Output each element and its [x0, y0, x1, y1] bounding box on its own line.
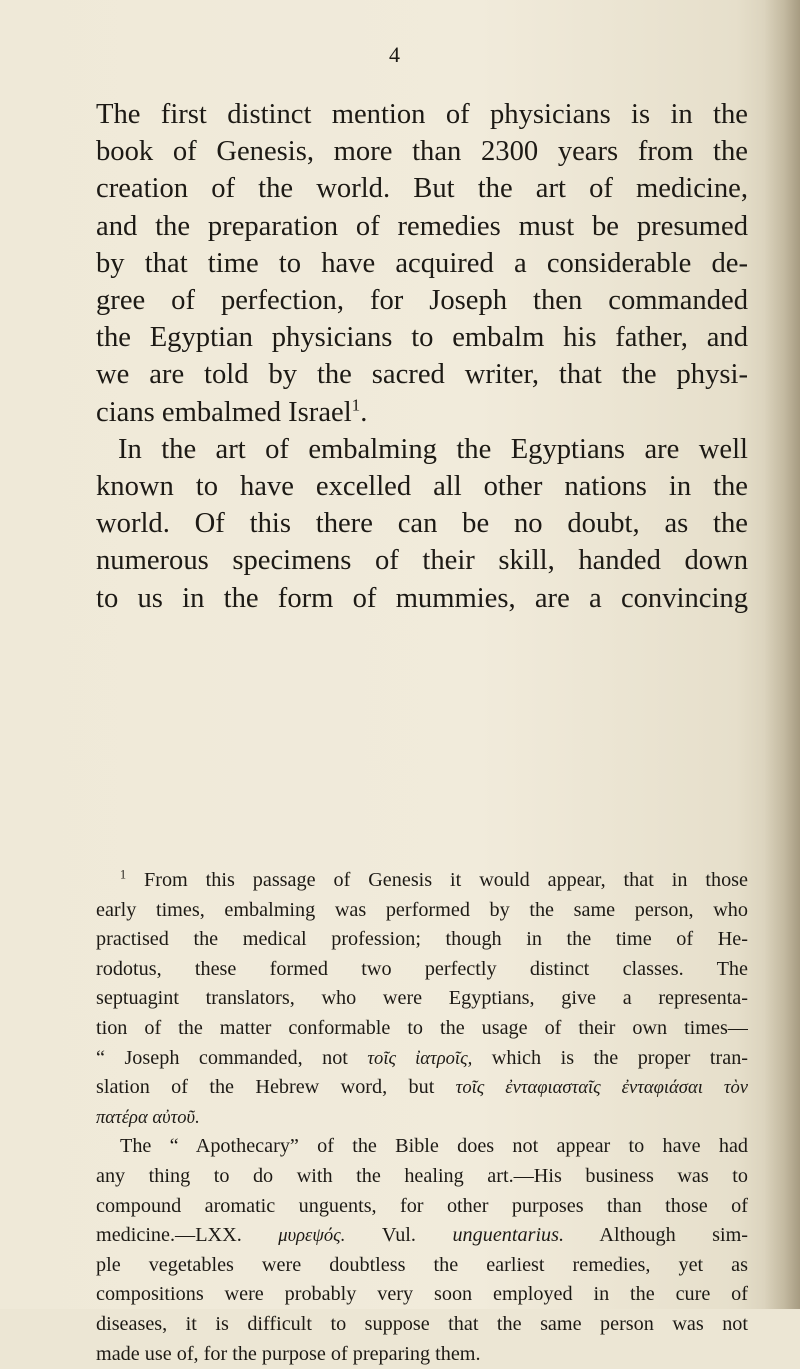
- body-line: to us in the form of mummies, are a convincing: [96, 580, 748, 617]
- body-line: known to have excelled all other nations in the: [96, 468, 748, 505]
- footnote-line: [96, 1221, 748, 1251]
- main-text: [96, 96, 748, 617]
- greek-phrase: τοῖς ἰατροῖς,: [367, 1048, 472, 1069]
- greek-phrase: τοῖς ἐνταφιασταῖς ἐνταφιάσαι τὸν: [456, 1077, 748, 1098]
- footnote-text: Although sim-: [599, 1224, 748, 1246]
- footnote-line: [96, 866, 748, 896]
- footnote-line: any thing to do with the healing art.—His business was to: [96, 1162, 748, 1192]
- footnote-line: rodotus, these formed two perfectly distinct classes. The: [96, 955, 748, 985]
- body-line: world. Of this there can be no doubt, as the: [96, 505, 748, 542]
- body-line: the Egyptian physicians to embalm his father, and: [96, 319, 748, 356]
- page-number: 4: [389, 44, 400, 66]
- footnote-line: diseases, it is difficult to suppose that the same person was not: [96, 1310, 748, 1340]
- body-text: cians embalmed Israel: [96, 397, 352, 428]
- body-line-last: [96, 394, 748, 431]
- footnote-line: septuagint translators, who were Egyptians, give a representa-: [96, 984, 748, 1014]
- latin-word: unguentarius.: [452, 1224, 564, 1246]
- footnote-text: “ Joseph commanded, not: [96, 1047, 348, 1069]
- greek-word: μυρεψός.: [278, 1225, 345, 1246]
- body-line: book of Genesis, more than 2300 years from the: [96, 133, 748, 170]
- footnote-line: early times, embalming was performed by the same person, who: [96, 896, 748, 926]
- footnote-line: practised the medical profession; though in the time of He-: [96, 925, 748, 955]
- page-edge-shadow: [764, 0, 800, 1309]
- footnote-line: [96, 1103, 748, 1133]
- footnote-text: slation of the Hebrew word, but: [96, 1076, 434, 1098]
- body-line: gree of perfection, for Joseph then commanded: [96, 282, 748, 319]
- footnote-text: which is the proper tran-: [492, 1047, 748, 1069]
- body-line: The first distinct mention of physicians is in the: [96, 96, 748, 133]
- footnote-line: ple vegetables were doubtless the earliest remedies, yet as: [96, 1251, 748, 1281]
- footnotes: [96, 866, 748, 1369]
- footnote-line: The “ Apothecary” of the Bible does not appear to have had: [96, 1132, 748, 1162]
- footnote-reference: 1: [352, 395, 361, 414]
- body-line: creation of the world. But the art of medicine,: [96, 170, 748, 207]
- body-line: we are told by the sacred writer, that the physi-: [96, 356, 748, 393]
- body-line: In the art of embalming the Egyptians are well: [96, 431, 748, 468]
- body-line: by that time to have acquired a considerable de-: [96, 245, 748, 282]
- body-line: numerous specimens of their skill, handed down: [96, 542, 748, 579]
- footnote-line: made use of, for the purpose of preparing them.: [96, 1340, 748, 1369]
- footnote-line: [96, 1044, 748, 1074]
- footnote-line: compound aromatic unguents, for other purposes than those of: [96, 1192, 748, 1222]
- footnote-marker: 1: [120, 867, 126, 881]
- footnote-line: [96, 1073, 748, 1103]
- footnote-line: compositions were probably very soon employed in the cure of: [96, 1280, 748, 1310]
- body-line: and the preparation of remedies must be presumed: [96, 208, 748, 245]
- body-period: .: [360, 397, 367, 428]
- footnote-text: medicine.—LXX.: [96, 1224, 242, 1246]
- footnote-line: tion of the matter conformable to the usage of their own times—: [96, 1014, 748, 1044]
- footnote-text: From this passage of Genesis it would appear, that in those: [144, 869, 748, 891]
- footnote-text: Vul.: [382, 1224, 416, 1246]
- greek-phrase: πατέρα αὐτοῦ.: [96, 1107, 200, 1128]
